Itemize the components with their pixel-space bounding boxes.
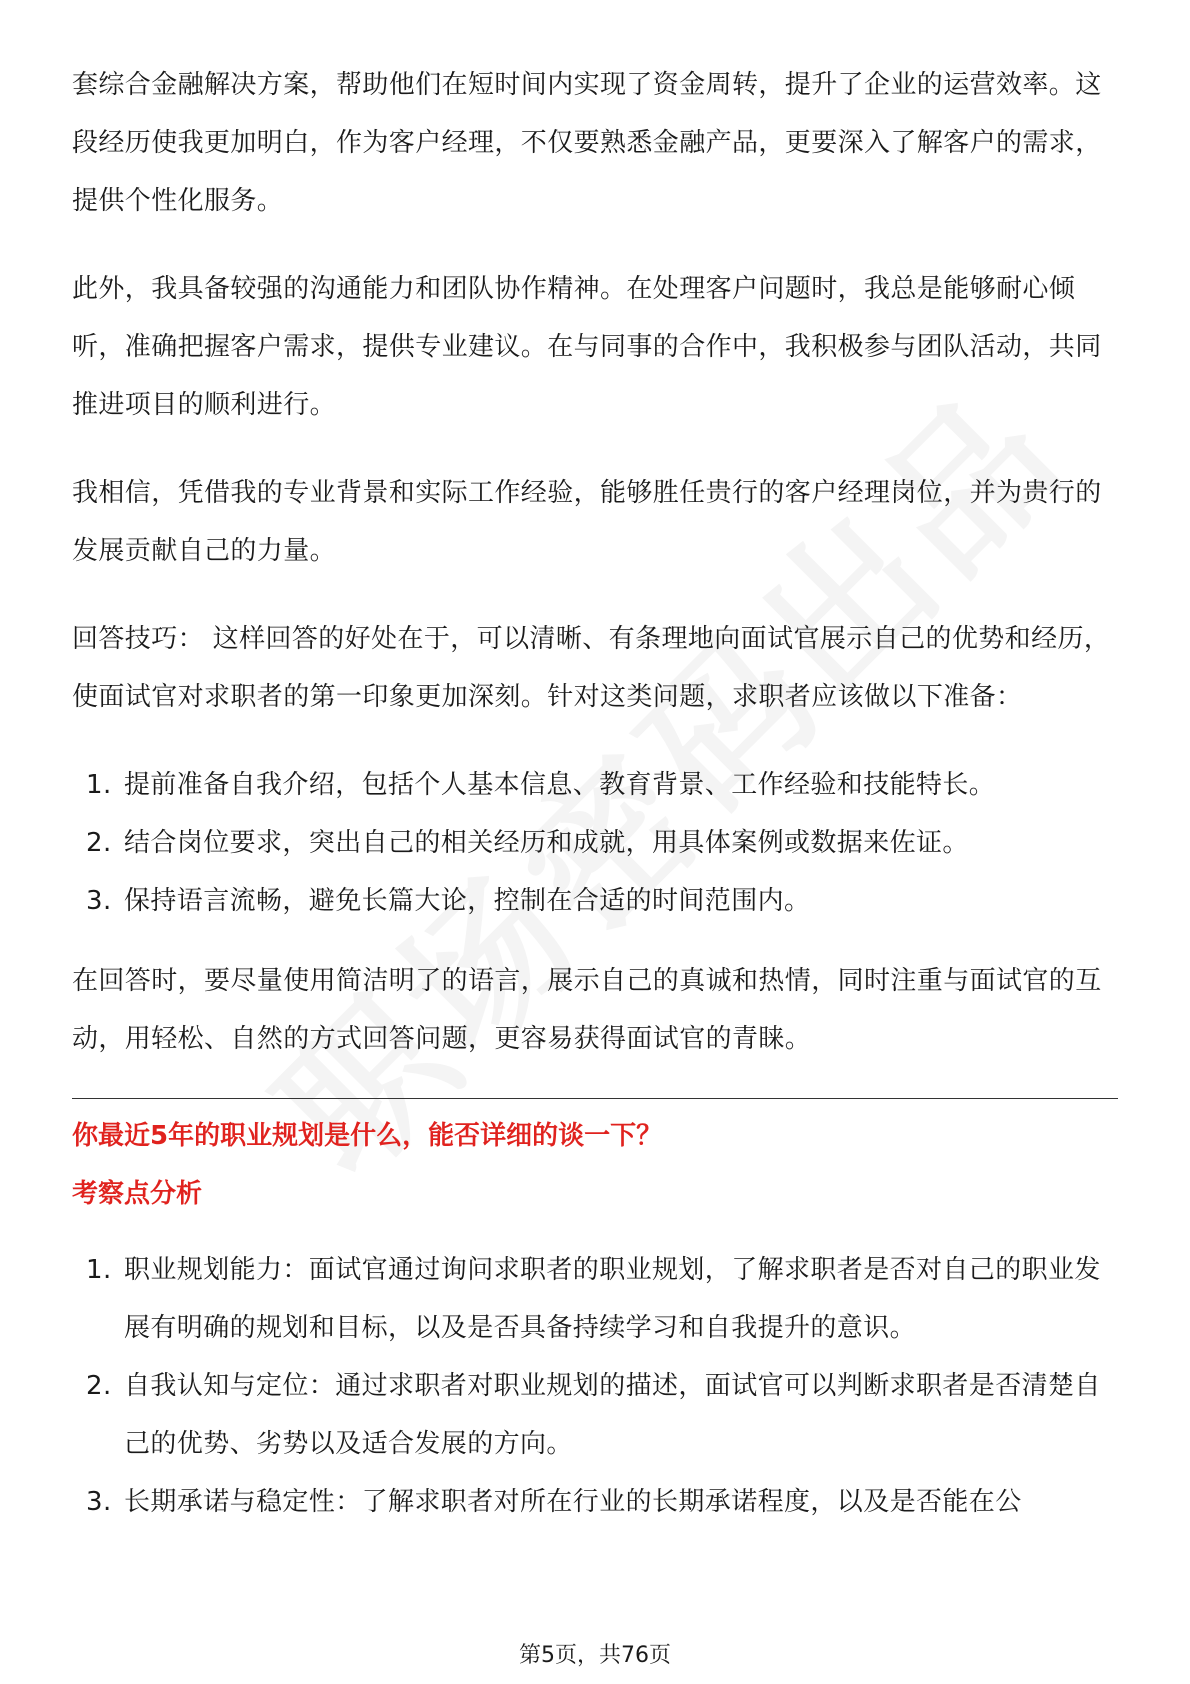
paragraph: 我相信，凭借我的专业背景和实际工作经验，能够胜任贵行的客户经理岗位，并为贵行的发展贡献自己的力量。: [72, 478, 1102, 566]
list-item-text: 结合岗位要求，突出自己的相关经历和成就，用具体案例或数据来佐证。: [124, 828, 969, 858]
list-item-text: 保持语言流畅，避免长篇大论，控制在合适的时间范围内。: [124, 886, 811, 916]
paragraph: 此外，我具备较强的沟通能力和团队协作精神。在处理客户问题时，我总是能够耐心倾听，准确把握客户需求，提供专业建议。在与同事的合作中，我积极参与团队活动，共同推进项目的顺利进行。: [72, 274, 1102, 420]
list-item-text: 提前准备自我介绍，包括个人基本信息、教育背景、工作经验和技能特长。: [124, 770, 996, 800]
list-item: [72, 814, 1118, 872]
list-number: 2.: [86, 828, 112, 858]
list-item: [72, 1357, 1118, 1473]
closing-paragraph: 在回答时，要尽量使用简洁明了的语言，展示自己的真诚和热情，同时注重与面试官的互动，用轻松、自然的方式回答问题，更容易获得面试官的青睐。: [72, 966, 1102, 1054]
list-number: 1.: [86, 1255, 112, 1285]
question-heading: 你最近5年的职业规划是什么，能否详细的谈一下？: [72, 1121, 663, 1151]
list-number: 3.: [86, 886, 112, 916]
tips-list: [72, 756, 1118, 930]
list-item: [72, 1473, 1118, 1531]
paragraph: 套综合金融解决方案，帮助他们在短时间内实现了资金周转，提升了企业的运营效率。这段经历使我更加明白，作为客户经理，不仅要熟悉金融产品，更要深入了解客户的需求，提供个性化服务。: [72, 70, 1102, 216]
section-divider: [72, 1098, 1118, 1099]
page-footer: 第5页，共76页: [519, 1643, 671, 1668]
list-item-text: 长期承诺与稳定性：了解求职者对所在行业的长期承诺程度，以及是否能在公: [124, 1487, 1022, 1517]
list-item: [72, 1241, 1118, 1357]
list-item-text: 职业规划能力：面试官通过询问求职者的职业规划，了解求职者是否对自己的职业发展有明确的规划和目标，以及是否具备持续学习和自我提升的意识。: [124, 1255, 1101, 1343]
list-item: [72, 756, 1118, 814]
analysis-heading: 考察点分析: [72, 1179, 203, 1209]
list-item: [72, 872, 1118, 930]
list-number: 2.: [86, 1371, 112, 1401]
document-page: [72, 56, 1118, 1553]
analysis-list: [72, 1241, 1118, 1531]
answer-tips-paragraph: 回答技巧： 这样回答的好处在于，可以清晰、有条理地向面试官展示自己的优势和经历，使面试官对求职者的第一印象更加深刻。针对这类问题，求职者应该做以下准备：: [72, 624, 1111, 712]
list-item-text: 自我认知与定位：通过求职者对职业规划的描述，面试官可以判断求职者是否清楚自己的优势、劣势以及适合发展的方向。: [124, 1371, 1101, 1459]
list-number: 1.: [86, 770, 112, 800]
list-number: 3.: [86, 1487, 112, 1517]
